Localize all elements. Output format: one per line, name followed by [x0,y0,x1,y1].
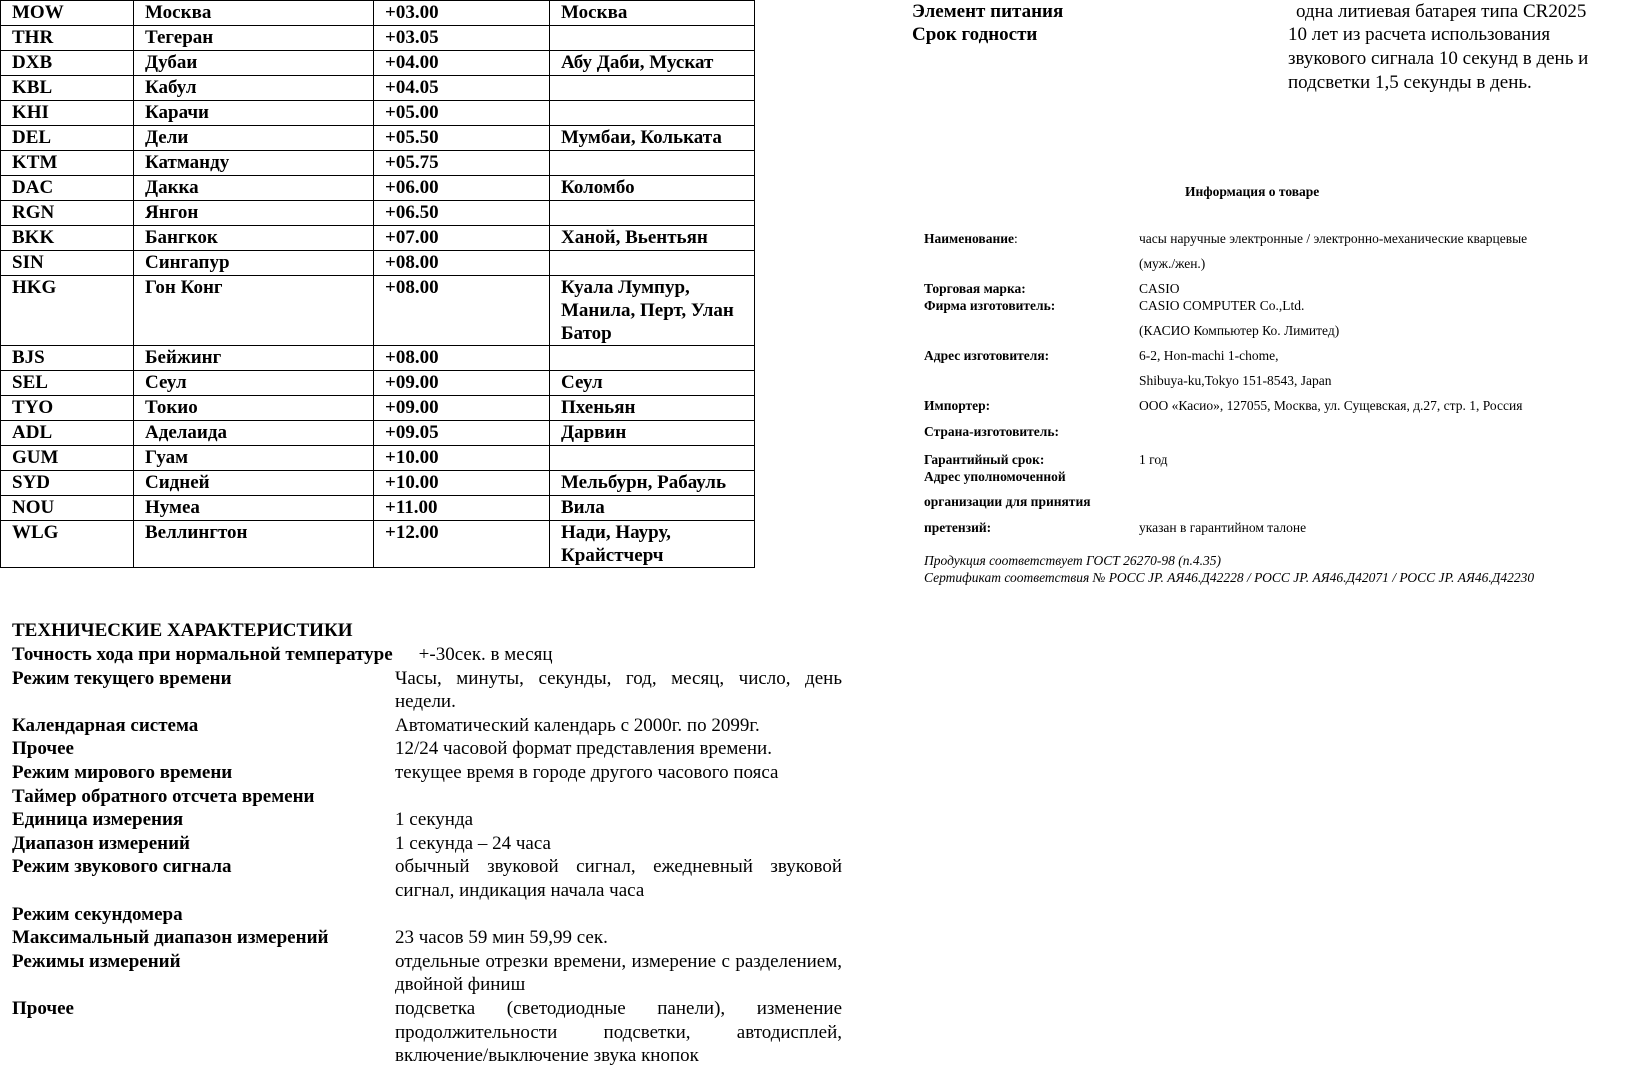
timezone-city: Гон Конг [134,276,374,346]
timezone-city: Гуам [134,446,374,471]
timezone-row [1,421,755,446]
timezone-code: MOW [1,1,134,26]
timezone-offset: +05.00 [374,101,550,126]
timezone-other-cities: Пхеньян [550,396,755,421]
timezone-offset: +04.05 [374,76,550,101]
spec-value: Автоматический календарь с 2000г. по 2099г. [395,714,760,736]
org-label-2: организации для принятия [924,494,1091,509]
product-name-label [924,230,1018,247]
timezone-row [1,446,755,471]
timezone-other-cities: Дарвин [550,421,755,446]
timezone-code: KTM [1,151,134,176]
timezone-city: Токио [134,396,374,421]
spec-value: +-30сек. в месяц [418,644,553,665]
spec-row [12,855,842,902]
timezone-city: Веллингтон [134,521,374,568]
timezone-city: Аделаида [134,421,374,446]
timezone-offset: +08.00 [374,276,550,346]
spec-value: подсветка (светодиодные панели), изменение продолжительности подсветки, автодисплей, включение/выключение звука кнопок [395,997,842,1067]
product-name-value-2: (муж./жен.) [1139,256,1206,271]
timezone-row [1,151,755,176]
timezone-offset: +08.00 [374,251,550,276]
spec-label: Режимы измерений [12,950,181,972]
spec-value: 23 часов 59 мин 59,99 сек. [395,927,608,949]
timezone-city: Тегеран [134,26,374,51]
timezone-city: Сингапур [134,251,374,276]
timezone-offset: +05.50 [374,126,550,151]
spec-value: отдельные отрезки времени, измерение с разделением, двойной финиш [395,950,842,996]
timezone-other-cities: Мумбаи, Кольката [550,126,755,151]
timezone-city: Дели [134,126,374,151]
timezone-other-cities: Москва [550,1,755,26]
tech-specs-title: ТЕХНИЧЕСКИЕ ХАРАКТЕРИСТИКИ [12,620,353,641]
timezone-offset: +06.50 [374,201,550,226]
timezone-offset: +07.00 [374,226,550,251]
address-label: Адрес изготовителя: [924,348,1050,363]
timezone-row [1,101,755,126]
timezone-code: KHI [1,101,134,126]
timezone-offset: +08.00 [374,346,550,371]
timezone-code: BJS [1,346,134,371]
timezone-row [1,26,755,51]
shelf-life-label: Срок годности [912,24,1038,45]
timezone-row [1,276,755,346]
timezone-offset: +09.05 [374,421,550,446]
timezone-city: Сеул [134,371,374,396]
timezone-other-cities: Куала Лумпур, Манила, Перт, Улан Батор [550,276,755,346]
timezone-offset: +06.00 [374,176,550,201]
timezone-code: SEL [1,371,134,396]
timezone-city: Нумеа [134,496,374,521]
timezone-city: Карачи [134,101,374,126]
spec-value: Часы, минуты, секунды, год, месяц, число, день недели. [395,667,842,713]
org-label-3: претензий: [924,520,992,535]
spec-value [395,903,842,927]
power-label: Элемент питания [912,1,1064,22]
power-value: одна литиевая батарея типа CR2025 [1296,1,1587,22]
timezone-offset: +10.00 [374,471,550,496]
org-value: указан в гарантийном талоне [1139,520,1307,535]
shelf-life-line-1: 10 лет из расчета использования [1288,24,1551,45]
maker-value-1: CASIO COMPUTER Co.,Ltd. [1139,298,1305,313]
address-value-2: Shibuya-ku,Tokyo 151-8543, Japan [1139,373,1332,388]
timezone-code: DXB [1,51,134,76]
product-name-value-1: часы наручные электронные / электронно-механические кварцевые [1139,231,1528,246]
timezone-other-cities: Нади, Науру, Крайстчерч [550,521,755,568]
timezone-row [1,251,755,276]
spec-label: Точность хода при нормальной температуре [12,644,393,665]
country-label: Страна-изготовитель: [924,424,1059,439]
brand-value: CASIO [1139,281,1180,296]
tech-specs [12,619,842,1068]
timezone-row [1,51,755,76]
timezone-code: BKK [1,226,134,251]
timezone-city: Бангкок [134,226,374,251]
timezone-row [1,1,755,26]
warranty-label: Гарантийный срок: [924,452,1045,467]
timezone-row [1,496,755,521]
timezone-code: ADL [1,421,134,446]
shelf-life-line-3: подсветки 1,5 секунды в день. [1288,72,1532,93]
spec-row [12,761,842,785]
tech-specs-rows [12,643,842,1068]
spec-row [12,785,842,809]
spec-label: Таймер обратного отсчета времени [12,785,315,807]
timezone-other-cities: Мельбурн, Рабауль [550,471,755,496]
timezone-row [1,76,755,101]
timezone-city: Дубаи [134,51,374,76]
product-info-title: Информация о товаре [1185,184,1320,199]
spec-row [12,737,842,761]
spec-label: Максимальный диапазон измерений [12,927,329,949]
timezone-code: DAC [1,176,134,201]
importer-label: Импортер: [924,398,991,413]
spec-row [12,950,842,997]
spec-label: Режим текущего времени [12,667,232,689]
timezone-code: TYO [1,396,134,421]
timezone-other-cities [550,346,755,371]
timezone-offset: +03.00 [374,1,550,26]
timezone-code: SIN [1,251,134,276]
timezone-city: Сидней [134,471,374,496]
spec-label: Режим мирового времени [12,761,233,783]
spec-value: 12/24 часовой формат представления времени. [395,738,772,760]
timezone-city: Кабул [134,76,374,101]
timezone-city: Дакка [134,176,374,201]
spec-label: Режим звукового сигнала [12,856,232,878]
spec-row [12,808,842,832]
spec-value [395,785,842,809]
spec-label: Календарная система [12,714,199,736]
certificate-note: Сертификат соответствия № РОСС JP. АЯ46.Д42228 / РОСС JP. АЯ46.Д42071 / РОСС JP. АЯ46.Д42230 [924,570,1535,585]
timezone-code: HKG [1,276,134,346]
timezone-other-cities [550,251,755,276]
timezone-other-cities: Коломбо [550,176,755,201]
spec-value: текущее время в городе другого часового пояса [395,761,779,783]
timezone-other-cities [550,446,755,471]
spec-row [12,997,842,1068]
timezone-row [1,396,755,421]
shelf-life-line-2: звукового сигнала 10 секунд в день и [1288,48,1589,69]
timezone-row [1,521,755,568]
spec-row [12,667,842,714]
timezone-offset: +05.75 [374,151,550,176]
spec-label: Режим секундомера [12,903,183,925]
timezone-other-cities [550,201,755,226]
timezone-other-cities [550,101,755,126]
timezone-city: Катманду [134,151,374,176]
timezone-row [1,471,755,496]
timezone-city: Москва [134,1,374,26]
timezone-row [1,371,755,396]
spec-row [12,926,842,950]
timezone-code: DEL [1,126,134,151]
timezone-offset: +10.00 [374,446,550,471]
address-value-1: 6-2, Hon-machi 1-chome, [1139,348,1279,363]
timezone-city: Бейжинг [134,346,374,371]
timezone-code: SYD [1,471,134,496]
timezone-table [0,0,755,568]
timezone-offset: +04.00 [374,51,550,76]
gost-note: Продукция соответствует ГОСТ 26270-98 (п.4.35) [924,553,1222,568]
timezone-code: RGN [1,201,134,226]
importer-value: ООО «Касио», 127055, Москва, ул. Сущевская, д.27, стр. 1, Россия [1139,398,1523,413]
spec-row [12,832,842,856]
timezone-row [1,201,755,226]
timezone-city: Янгон [134,201,374,226]
spec-label: Прочее [12,997,74,1019]
timezone-offset: +09.00 [374,396,550,421]
timezone-row [1,226,755,251]
timezone-other-cities: Абу Даби, Мускат [550,51,755,76]
timezone-row [1,126,755,151]
timezone-offset: +11.00 [374,496,550,521]
product-name-colon: : [1014,231,1018,246]
timezone-other-cities: Сеул [550,371,755,396]
timezone-other-cities: Вила [550,496,755,521]
spec-row [12,714,842,738]
timezone-other-cities [550,76,755,101]
timezone-offset: +03.05 [374,26,550,51]
timezone-other-cities [550,26,755,51]
timezone-code: NOU [1,496,134,521]
spec-row [12,903,842,927]
timezone-offset: +12.00 [374,521,550,568]
timezone-code: GUM [1,446,134,471]
timezone-other-cities [550,151,755,176]
product-name-label-text: Наименование [924,231,1014,246]
spec-value: 1 секунда [395,809,474,831]
timezone-table-body [1,1,755,568]
timezone-offset: +09.00 [374,371,550,396]
timezone-code: KBL [1,76,134,101]
brand-label: Торговая марка: [924,281,1026,296]
maker-value-2: (КАСИО Компьютер Ко. Лимитед) [1139,323,1340,338]
spec-label: Единица измерения [12,809,184,831]
timezone-code: THR [1,26,134,51]
timezone-other-cities: Ханой, Вьентьян [550,226,755,251]
spec-row [12,643,842,667]
maker-label: Фирма изготовитель: [924,298,1056,313]
spec-value: обычный звуковой сигнал, ежедневный звуковой сигнал, индикация начала часа [395,856,842,901]
spec-value: 1 секунда – 24 часа [395,832,551,854]
timezone-row [1,346,755,371]
spec-label: Диапазон измерений [12,832,190,854]
org-label-1: Адрес уполномоченной [924,469,1066,484]
warranty-value: 1 год [1139,452,1168,467]
timezone-code: WLG [1,521,134,568]
spec-label: Прочее [12,738,74,760]
timezone-row [1,176,755,201]
